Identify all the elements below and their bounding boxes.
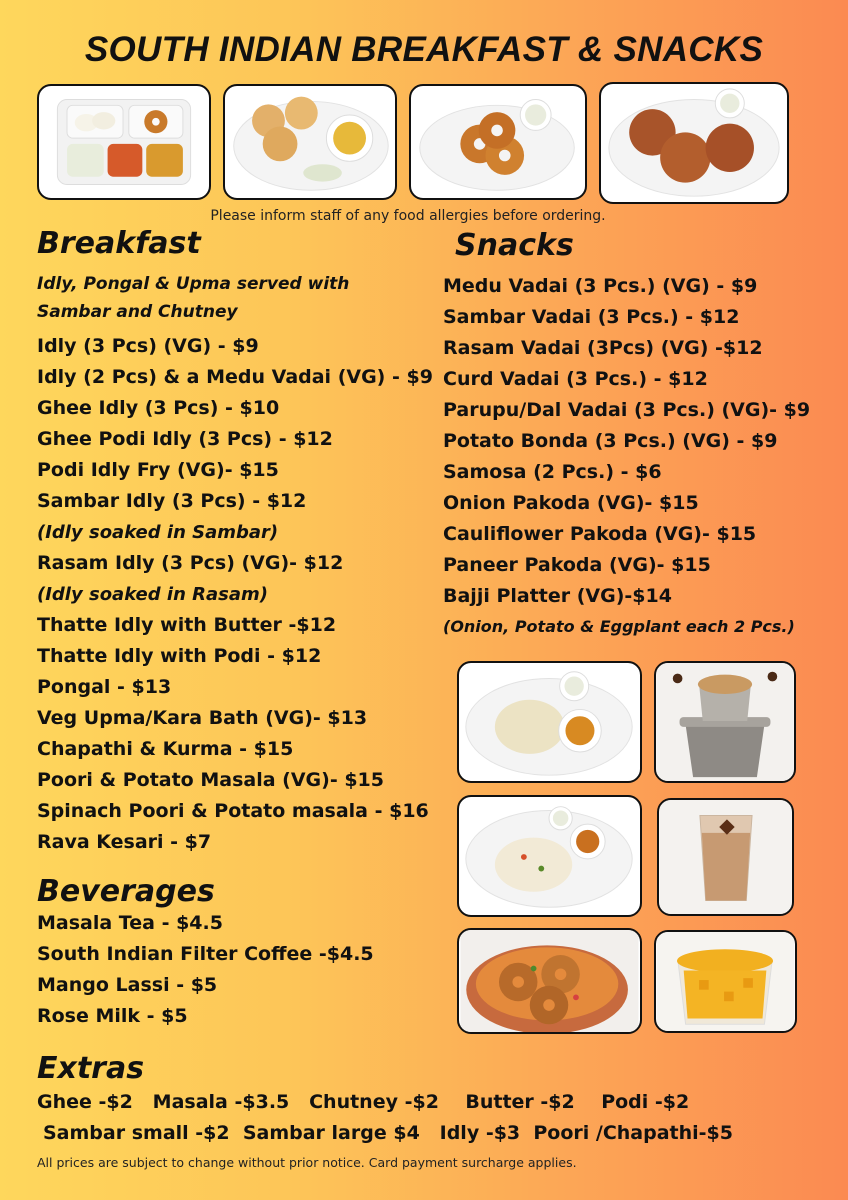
list-item: Sambar Idly (3 Pcs) - $12 xyxy=(37,490,307,512)
masala-tea-photo xyxy=(657,798,794,916)
filter-coffee-photo xyxy=(654,661,796,783)
breakfast-intro-line2: Sambar and Chutney xyxy=(37,302,238,322)
list-item-note: (Idly soaked in Sambar) xyxy=(37,522,279,543)
list-item: Potato Bonda (3 Pcs.) (VG) - $9 xyxy=(443,430,778,452)
beverages-list xyxy=(37,908,374,1032)
footer-notice: All prices are subject to change without prior notice. Card payment surcharge applies. xyxy=(37,1155,577,1170)
list-item: Sambar Vadai (3 Pcs.) - $12 xyxy=(443,306,740,328)
breakfast-list xyxy=(37,331,433,858)
breakfast-heading: Breakfast xyxy=(37,226,201,261)
list-item: Thatte Idly with Podi - $12 xyxy=(37,645,322,667)
idly-vada-thali-photo xyxy=(37,84,211,200)
menu-title: SOUTH INDIAN BREAKFAST & SNACKS xyxy=(84,30,764,69)
dal-vadai-photo xyxy=(599,82,789,204)
list-item: Bajji Platter (VG)-$14 xyxy=(443,585,672,607)
list-item: Rasam Vadai (3Pcs) (VG) -$12 xyxy=(443,337,763,359)
list-item: South Indian Filter Coffee -$4.5 xyxy=(37,943,374,965)
snacks-footnote: (Onion, Potato & Eggplant each 2 Pcs.) xyxy=(443,617,795,636)
list-item: Onion Pakoda (VG)- $15 xyxy=(443,492,699,514)
list-item: Rava Kesari - $7 xyxy=(37,831,212,853)
list-item: Veg Upma/Kara Bath (VG)- $13 xyxy=(37,707,368,729)
extras-line2: Sambar small -$2 Sambar large $4 Idly -$3 Poori /Chapathi-$5 xyxy=(43,1122,734,1144)
list-item: Ghee Podi Idly (3 Pcs) - $12 xyxy=(37,428,333,450)
list-item: Poori & Potato Masala (VG)- $15 xyxy=(37,769,384,791)
beverages-heading: Beverages xyxy=(37,874,215,909)
list-item: Idly (3 Pcs) (VG) - $9 xyxy=(37,335,259,357)
list-item: Rasam Idly (3 Pcs) (VG)- $12 xyxy=(37,552,344,574)
mango-cubes-photo xyxy=(654,930,797,1033)
snacks-heading: Snacks xyxy=(455,228,574,263)
list-item: Samosa (2 Pcs.) - $6 xyxy=(443,461,662,483)
medu-vadai-photo xyxy=(409,84,587,200)
upma-photo xyxy=(457,795,642,917)
list-item: Ghee Idly (3 Pcs) - $10 xyxy=(37,397,280,419)
list-item: Medu Vadai (3 Pcs.) (VG) - $9 xyxy=(443,275,758,297)
list-item: Idly (2 Pcs) & a Medu Vadai (VG) - $9 xyxy=(37,366,433,388)
allergy-notice: Please inform staff of any food allergies before ordering. xyxy=(210,208,606,224)
list-item: Podi Idly Fry (VG)- $15 xyxy=(37,459,279,481)
list-item: Masala Tea - $4.5 xyxy=(37,912,223,934)
extras-heading: Extras xyxy=(37,1051,145,1086)
breakfast-intro-line1: Idly, Pongal & Upma served with xyxy=(37,274,350,294)
poori-potato-masala-photo xyxy=(223,84,397,200)
list-item: Cauliflower Pakoda (VG)- $15 xyxy=(443,523,757,545)
list-item: Curd Vadai (3 Pcs.) - $12 xyxy=(443,368,708,390)
list-item: Parupu/Dal Vadai (3 Pcs.) (VG)- $9 xyxy=(443,399,811,421)
extras-line1: Ghee -$2 Masala -$3.5 Chutney -$2 Butter -$2 Podi -$2 xyxy=(37,1091,690,1113)
list-item: Spinach Poori & Potato masala - $16 xyxy=(37,800,429,822)
snacks-list xyxy=(443,271,810,612)
pongal-photo xyxy=(457,661,642,783)
list-item: Paneer Pakoda (VG)- $15 xyxy=(443,554,711,576)
list-item: Rose Milk - $5 xyxy=(37,1005,188,1027)
rasam-vadai-photo xyxy=(457,928,642,1034)
list-item: Mango Lassi - $5 xyxy=(37,974,218,996)
list-item-note: (Idly soaked in Rasam) xyxy=(37,584,268,605)
list-item: Chapathi & Kurma - $15 xyxy=(37,738,294,760)
list-item: Thatte Idly with Butter -$12 xyxy=(37,614,337,636)
list-item: Pongal - $13 xyxy=(37,676,172,698)
